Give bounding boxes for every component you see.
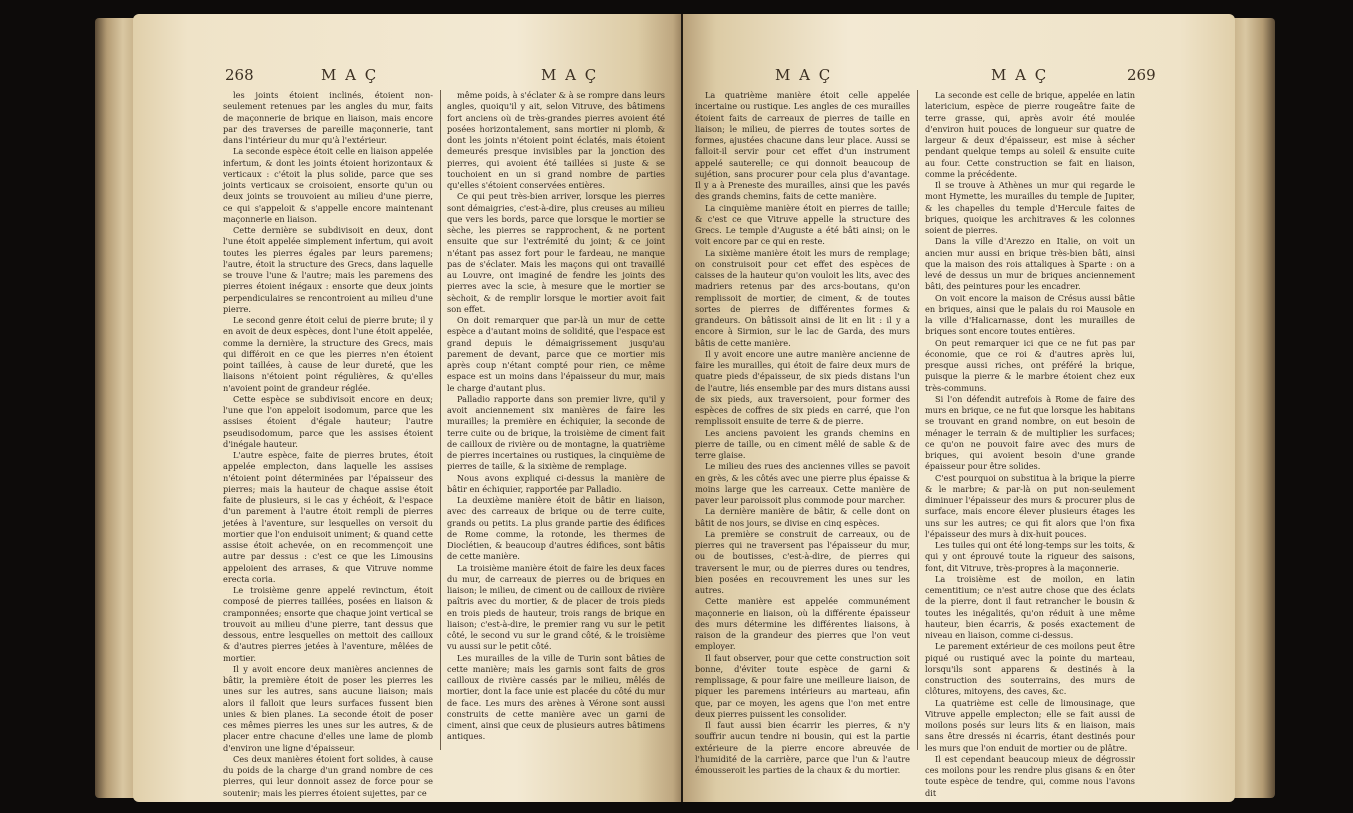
paragraph: Cette dernière se subdivisoit en deux, dont l'une étoit appelée simplement infertum, qui avoit toutes les pierres égales par leurs paremens; l'autre, étoit la structure des Grecs, dans laquelle se trouve l'une & l'autre; mais les paremens des pierres étoient inégaux : ensorte que deux joints perpendiculaires se rencontroient au milieu d'une pierre.: [223, 225, 433, 314]
paragraph: La seconde est celle de brique, appelée en latin latericium, espèce de pierre rougeâtre faite de terre grasse, qui, après avoir été moulée d'environ huit pouces de longueur sur quatre de largeur & deux d'épaisseur, est mise à sécher pendant quelque temps au soleil & ensuite cuite au four. Cette construction se fait en liaison, comme la précédente.: [925, 90, 1135, 179]
right-page: [683, 14, 1235, 802]
paragraph: Nous avons expliqué ci-dessus la manière de bâtir en échiquier, rapportée par Palladio.: [447, 472, 665, 494]
paragraph: La seconde espèce étoit celle en liaison appelée infertum, & dont les joints étoient horizontaux & verticaux : c'étoit la plus solide, parce que ses joints verticaux se croisoient, ensorte qu'un ou deux joints se trouvoient au milieu d'une pierre, ce qui s'appeloit & s'appelle encore maintenant maçonnerie en liaison.: [223, 146, 433, 224]
paragraph: Il faut aussi bien écarrir les pierres, & n'y souffrir aucun tendre ni bousin, qui est la partie extérieure de la pierre encore abreuvée de l'humidité de la carrière, parce que l'un & l'autre émousseroit les parties de la chaux & du mortier.: [695, 720, 910, 775]
left-page-column-2: [447, 90, 665, 780]
paragraph: Le second genre étoit celui de pierre brute; il y en avoit de deux espèces, dont l'une étoit appelée, comme la dernière, la structure des Grecs, mais qui différoit en ce que les pierres n'en étoient point taillées, à cause de leur dureté, que les liaisons n'étoient point régulières, & qu'elles n'avoient point de grandeur réglée.: [223, 315, 433, 393]
paragraph: Il y avoit encore deux manières anciennes de bâtir, la première étoit de poser les pierres les unes sur les autres, sans aucune liaison; mais alors il falloit que leurs surfaces fussent bien unies & bien planes. La seconde étoit de poser ces mêmes pierres les unes sur les autres, & de placer entre chacune d'elles une lame de plomb d'environ une ligne d'épaisseur.: [223, 663, 433, 753]
open-book: [95, 6, 1275, 806]
paragraph: Cette manière est appelée communément maçonnerie en liaison, où la différente épaisseur des murs détermine les différentes liaisons, à raison de la grandeur des pierres que l'on veut employer.: [695, 596, 910, 652]
page-number-left: 268: [225, 66, 254, 84]
book-edge-left: [95, 18, 135, 798]
column-rule: [440, 90, 441, 750]
paragraph: même poids, à s'éclater & à se rompre dans leurs angles, quoiqu'il y ait, selon Vitruve, des bâtimens fort anciens où de très-grandes pierres avoient été posées horizontalement, sans mortier ni plomb, & dont les joints n'étoient point éclatés, mais étoient demeurés presque invisibles par la jonction des pierres, qui avoient été taillées si juste & se touchoient en un si grand nombre de parties qu'elles s'étoient conservées entières.: [447, 90, 665, 190]
paragraph: On voit encore la maison de Crésus aussi bâtie en briques, ainsi que le palais du roi Mausole en la ville d'Halicarnasse, dont les murailles de briques sont encore toutes entières.: [925, 292, 1135, 337]
running-head-left-1: M A Ç: [321, 66, 379, 84]
paragraph: On peut remarquer ici que ce ne fut pas par économie, que ce roi & d'autres après lui, presque aussi riches, ont préféré la brique, puisque la pierre & le marbre étoient chez eux très-communs.: [925, 337, 1135, 393]
paragraph: Il se trouve à Athènes un mur qui regarde le mont Hymette, les murailles du temple de Jupiter, & les chapelles du temple d'Hercule faites de briques, quoique les architraves & les colonnes soient de pierres.: [925, 180, 1135, 235]
paragraph: La troisième manière étoit de faire les deux faces du mur, de carreaux de pierres ou de briques en liaison; le milieu, de ciment ou de cailloux de rivière paîtris avec du mortier, & de placer de trois pieds en trois pieds de hauteur, trois rangs de brique en liaison; c'est-à-dire, le premier rang vu sur le petit côté, le second vu sur le grand côté, & le troisième vu aussi sur le petit côté.: [447, 562, 665, 652]
paragraph: L'autre espèce, faite de pierres brutes, étoit appelée emplecton, dans laquelle les assises n'étoient point déterminées par l'épaisseur des pierres; mais la hauteur de chaque assise étoit faite de plusieurs, si le cas y échéoit, & l'espace d'un parement à l'autre étoit rempli de pierres jetées à l'aventure, sur lesquelles on versoit du mortier que l'on enduisoit uniment; & quand cette assise étoit achevée, on en recommençoit une autre par dessus : c'est ce que les Limousins appeloient des arrases, & que Vitruve nomme erecta coria.: [223, 450, 433, 584]
paragraph: Dans la ville d'Arezzo en Italie, on voit un ancien mur aussi en brique très-bien bâti, ainsi que la maison des rois attaliques à Sparte : on a levé de dessus un mur de briques anciennement bâti, des peintures pour les encadrer.: [925, 236, 1135, 292]
left-page-column-1: [223, 90, 433, 798]
paragraph: Il est cependant beaucoup mieux de dégrossir ces moilons pour les rendre plus gisans & en ôter toute espèce de tendre, qui, comme nous l'avons dit: [925, 753, 1135, 798]
paragraph: La troisième est de moilon, en latin cementitium; ce n'est autre chose que des éclats de la pierre, dont il faut retrancher le bousin & toutes les inégalités, qu'on réduit à une même hauteur, bien écarris, & posés exactement de niveau en liaison, comme ci-dessus.: [925, 573, 1135, 640]
paragraph: La quatrième est celle de limousinage, que Vitruve appelle emplecton; elle se fait aussi de moilons posés sur leurs lits & en liaison, mais sans être dressés ni écarris, étant destinés pour les murs que l'on enduit de mortier ou de plâtre.: [925, 697, 1135, 753]
paragraph: Les anciens pavoient les grands chemins en pierre de taille, ou en ciment mêlé de sable & de terre glaise.: [695, 427, 910, 460]
paragraph: Si l'on défendit autrefois à Rome de faire des murs en brique, ce ne fut que lorsque les habitans se trouvant en grand nombre, on eut besoin de ménager le terrain & de multiplier les surfaces; ce qu'on ne pouvoit faire avec des murs de briques, qui avoient besoin d'une grande épaisseur pour être solides.: [925, 393, 1135, 472]
paragraph: Cette espèce se subdivisoit encore en deux; l'une que l'on appeloit isodomum, parce que les assises étoient d'égale hauteur; l'autre pseudisodomum, parce que les assises étoient d'inégale hauteur.: [223, 393, 433, 449]
paragraph: La quatrième manière étoit celle appelée incertaine ou rustique. Les angles de ces murailles étoient faits de carreaux de pierres de taille en liaison; le milieu, de pierres de toutes sortes de formes, ajustées chacune dans leur place. Aussi se falloit-il servir pour cet effet d'un instrument appelé sauterelle; ce qui donnoit beaucoup de sujétion, sans procurer pour cela plus d'avantage. Il y a à Preneste des murailles, ainsi que les pavés des grands chemins, faits de cette manière.: [695, 90, 910, 202]
paragraph: La deuxième manière étoit de bâtir en liaison, avec des carreaux de brique ou de terre cuite, grands ou petits. La plus grande partie des édifices de Rome comme, la rotonde, les thermes de Dioclétien, & beaucoup d'autres édifices, sont bâtis de cette manière.: [447, 495, 665, 562]
page-number-right: 269: [1127, 66, 1156, 84]
paragraph: Les murailles de la ville de Turin sont bâties de cette manière; mais les garnis sont faits de gros cailloux de rivière cassés par le milieu, mêlés de mortier, dont la face unie est placée du côté du mur de face. Les murs des arènes à Vérone sont aussi construits de cette manière avec un garni de ciment, ainsi que ceux de plusieurs autres bâtimens antiques.: [447, 652, 665, 742]
paragraph: La dernière manière de bâtir, & celle dont on bâtit de nos jours, se divise en cinq espèces.: [695, 506, 910, 528]
paragraph: La cinquième manière étoit en pierres de taille; & c'est ce que Vitruve appelle la structure des Grecs. Le temple d'Auguste a été bâti ainsi; on le voit encore par ce qui en reste.: [695, 202, 910, 247]
running-head-left-2: M A Ç: [541, 66, 599, 84]
paragraph: Les tuiles qui ont été long-temps sur les toits, & qui y ont éprouvé toute la rigueur des saisons, font, dit Vitruve, très-propres à la maçonnerie.: [925, 540, 1135, 573]
running-head-right-2: M A Ç: [991, 66, 1049, 84]
book-edge-right: [1233, 18, 1275, 798]
paragraph: La première se construit de carreaux, ou de pierres qui ne traversent pas l'épaisseur du mur, ou de boutisses, c'est-à-dire, de pierres qui traversent le mur, ou de pierres dures ou tendres, bien posées en recouvrement les unes sur les autres.: [695, 528, 910, 595]
paragraph: Le troisième genre appelé revinctum, étoit composé de pierres taillées, posées en liaison & cramponnées; ensorte que chaque joint vertical se trouvoit au milieu d'une pierre, tant dessus que dessous, entre lesquelles on mettoit des cailloux & d'autres pierres jetées à l'aventure, mêlées de mortier.: [223, 585, 433, 663]
column-rule: [917, 90, 918, 750]
paragraph: Le parement extérieur de ces moilons peut être piqué ou rustiqué avec la pointe du marteau, lorsqu'ils sont apparens & destinés à la construction des souterrains, des murs de clôtures, mitoyens, des caves, &c.: [925, 641, 1135, 697]
paragraph: Palladio rapporte dans son premier livre, qu'il y avoit anciennement six manières de faire les murailles; la première en échiquier, la seconde de terre cuite ou de brique, la troisième de ciment fait de cailloux de rivière ou de montagne, la quatrième de pierres incertaines ou rustiques, la cinquième de pierres de taille, & la sixième de remplage.: [447, 393, 665, 472]
paragraph: Il faut observer, pour que cette construction soit bonne, d'éviter toute espèce de garni & remplissage, & pour faire une meilleure liaison, de piquer les paremens intérieurs au marteau, afin que, par ce moyen, les agens que l'on met entre deux pierres puissent les consolider.: [695, 652, 910, 719]
right-page-column-1: [695, 90, 910, 780]
paragraph: Il y avoit encore une autre manière ancienne de faire les murailles, qui étoit de faire deux murs de quatre pieds d'épaisseur, de six pieds distans l'un de l'autre, liés ensemble par des murs distans aussi de six pieds, aux traversoient, pour former des espèces de coffres de six pieds en carré, que l'on remplissoit ensuite de terre & de pierre.: [695, 348, 910, 427]
paragraph: Ces deux manières étoient fort solides, à cause du poids de la charge d'un grand nombre de ces pierres, qui leur donnoit assez de force pour se soutenir; mais les pierres étoient sujettes, par ce: [223, 753, 433, 798]
paragraph: On doit remarquer que par-là un mur de cette espèce a d'autant moins de solidité, que l'espace est grand depuis le démaigrissement jusqu'au parement de devant, parce que ce mortier mis après coup n'étant compté pour rien, ce même espace est un moins dans l'épaisseur du mur, mais le charge d'autant plus.: [447, 315, 665, 393]
paragraph: Le milieu des rues des anciennes villes se pavoit en grès, & les côtés avec une pierre plus épaisse & moins large que les carreaux. Cette manière de paver leur paroissoit plus commode pour marcher.: [695, 461, 910, 505]
paragraph: les joints étoient inclinés, étoient non-seulement retenues par les angles du mur, faits de maçonnerie de brique en liaison, mais encore par des traverses de pareille maçonnerie, tant dans l'intérieur du mur qu'à l'extérieur.: [223, 90, 433, 145]
running-head-right-1: M A Ç: [775, 66, 833, 84]
paragraph: C'est pourquoi on substitua à la brique la pierre & le marbre; & par-là on put non-seulement diminuer l'épaisseur des murs & procurer plus de surface, mais encore élever plusieurs étages les uns sur les autres; ce qui fit alors que l'on fixa l'épaisseur des murs à dix-huit pouces.: [925, 472, 1135, 539]
left-page: [133, 14, 681, 802]
right-page-column-2: [925, 90, 1135, 798]
paragraph: Ce qui peut très-bien arriver, lorsque les pierres sont démaigries, c'est-à-dire, plus creuses au milieu que vers les bords, parce que lorsque le mortier se sèche, les pierres se rapprochent, & ne portent ensuite que sur l'extrémité du joint; & ce joint n'étant pas assez fort pour le fardeau, ne manque pas de s'éclater. Mais les maçons qui ont travaillé au Louvre, ont imaginé de fendre les joints des pierres avec la scie, à mesure que le mortier se sèchoit, & de remplir lorsque le mortier avoit fait son effet.: [447, 191, 665, 314]
paragraph: La sixième manière étoit les murs de remplage; on construisoit pour cet effet des espèces de caisses de la hauteur qu'on vouloit les lits, avec des madriers retenus par des arcs-boutans, qu'on remplissoit de mortier, de ciment, & de toutes sortes de pierres de différentes formes & grandeurs. On bâtissoit ainsi de lit en lit : il y a encore à Sirmion, sur le lac de Garda, des murs bâtis de cette manière.: [695, 247, 910, 348]
